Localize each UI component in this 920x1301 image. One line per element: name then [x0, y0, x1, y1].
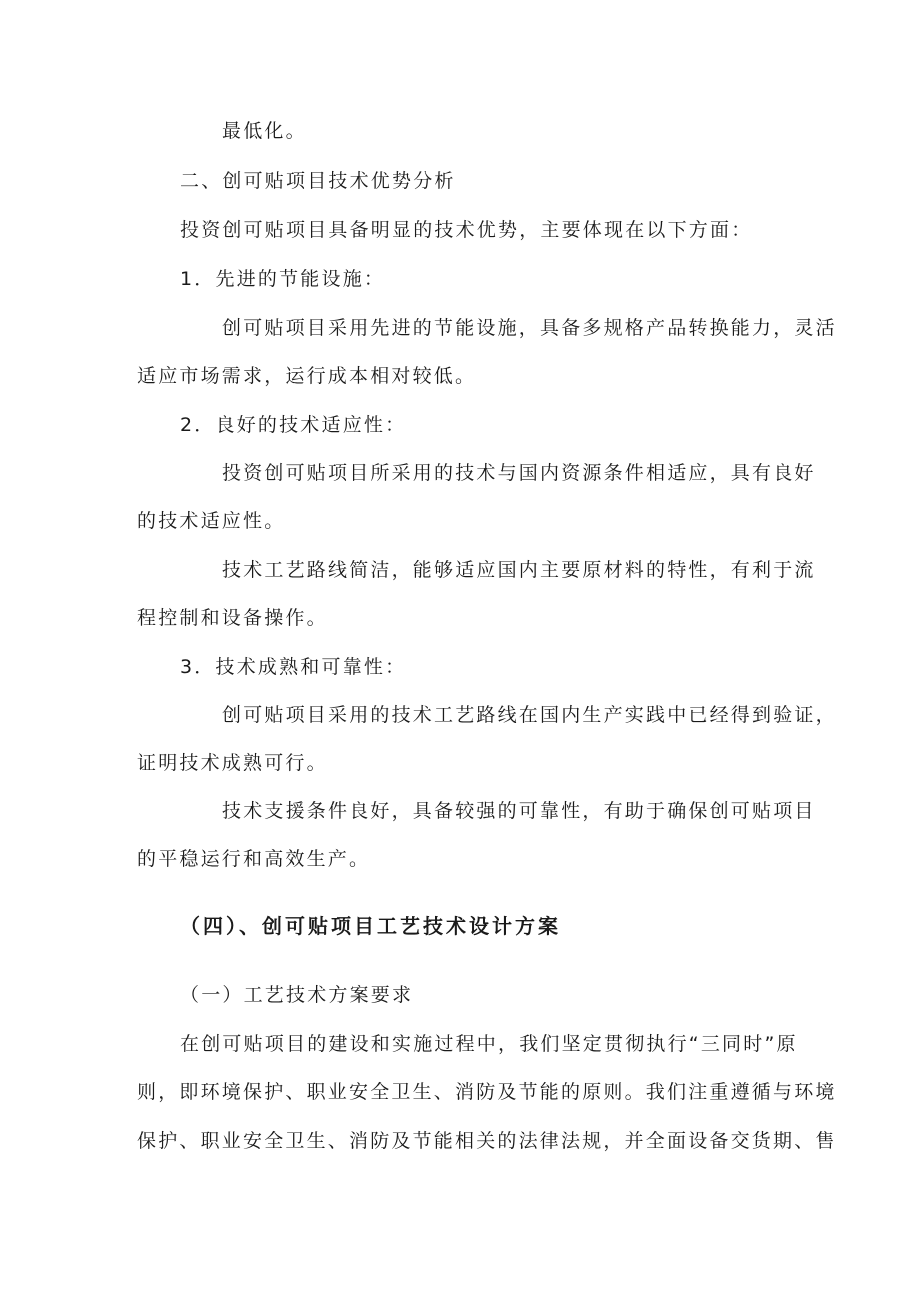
subsection-heading: （一）工艺技术方案要求 [180, 984, 414, 1006]
list-item-heading: 2．良好的技术适应性： [180, 414, 407, 436]
paragraph-line: 创可贴项目采用的技术工艺路线在国内生产实践中已经得到验证， [222, 704, 837, 726]
paragraph-line: 证明技术成熟可行。 [137, 752, 328, 774]
paragraph-line: 的技术适应性。 [137, 510, 286, 532]
paragraph-line: 程控制和设备操作。 [137, 607, 328, 629]
paragraph-line: 技术工艺路线简洁，能够适应国内主要原材料的特性，有利于流 [222, 559, 816, 581]
chapter-heading: （四）、创可贴项目工艺技术设计方案 [180, 914, 561, 938]
paragraph-line: 保护、职业安全卫生、消防及节能相关的法律法规，并全面设备交货期、售 [137, 1130, 837, 1152]
paragraph-line: 则，即环境保护、职业安全卫生、消防及节能的原则。我们注重遵循与环境 [137, 1081, 837, 1103]
paragraph-line: 创可贴项目采用先进的节能设施，具备多规格产品转换能力，灵活 [222, 317, 837, 339]
paragraph-line: 投资创可贴项目所采用的技术与国内资源条件相适应，具有良好 [222, 462, 816, 484]
paragraph-line: 适应市场需求，运行成本相对较低。 [137, 365, 477, 387]
section-heading: 二、创可贴项目技术优势分析 [180, 170, 456, 192]
paragraph-line: 的平稳运行和高效生产。 [137, 848, 371, 870]
paragraph-line: 在创可贴项目的建设和实施过程中，我们坚定贯彻执行“三同时”原 [180, 1033, 798, 1055]
list-item-heading: 3．技术成熟和可靠性： [180, 656, 407, 678]
paragraph-line: 技术支援条件良好，具备较强的可靠性，有助于确保创可贴项目 [222, 800, 816, 822]
paragraph-line: 最低化。 [222, 120, 307, 142]
paragraph-line: 投资创可贴项目具备明显的技术优势，主要体现在以下方面： [180, 219, 753, 241]
list-item-heading: 1．先进的节能设施： [180, 268, 386, 290]
